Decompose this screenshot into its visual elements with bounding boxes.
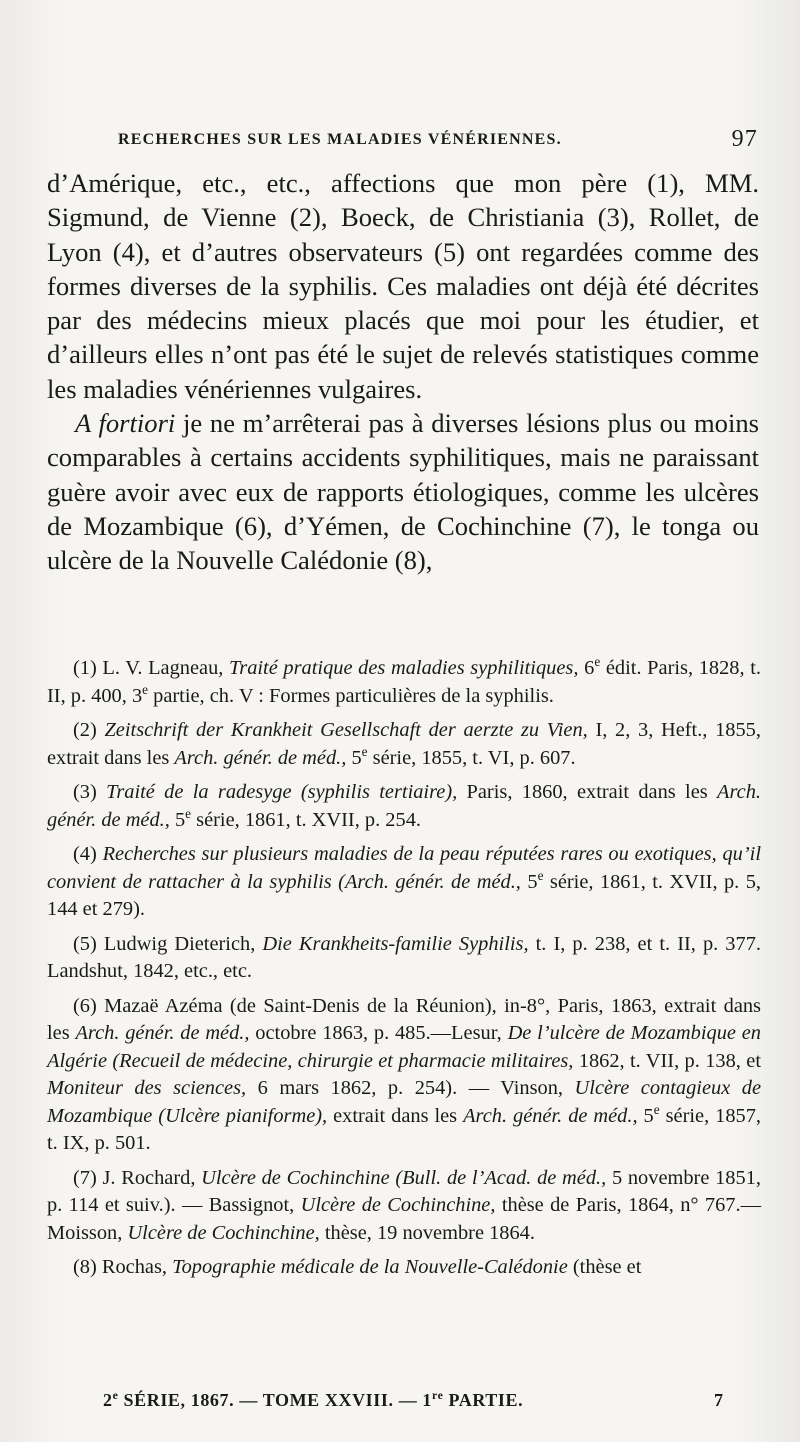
text-run: Paris, 1860, extrait dans les	[457, 781, 718, 803]
text-run: 2	[103, 1390, 113, 1410]
italic-run: Traité de la radesyge (syphilis tertiaire),	[106, 781, 458, 803]
text-run: (5) Ludwig Dieterich,	[73, 932, 263, 955]
text-run: t. I, p. 238, et t. II, p. 377. Landshut, 1842, etc., etc.	[47, 932, 761, 982]
signature-line	[103, 1386, 723, 1414]
superscript: e	[185, 805, 192, 821]
text-run: 6	[578, 657, 595, 679]
paragraph	[47, 406, 759, 577]
footnote-5	[47, 931, 761, 986]
italic-run: Topographie médicale de la Nouvelle-Calédonie	[172, 1256, 568, 1278]
footnote-1	[47, 655, 761, 710]
footnote-2	[47, 717, 761, 772]
text-run: partie, ch. V : Formes particulières de la syphilis.	[148, 684, 554, 707]
text-run: (7) J. Rochard,	[73, 1166, 202, 1189]
italic-run: Ulcère de Cochinchine,	[300, 1194, 496, 1216]
italic-run: Ulcère contagieux de Mozambique (Ulcère pianiforme),	[47, 1077, 761, 1127]
text-run: série, 1855, t. VI, p. 607.	[367, 746, 576, 769]
text-run: d’Amérique, etc., etc., affections que mon père (1), MM. Sigmund, de Vienne (2), Boeck, de Christiania (3), Rollet, de Lyon (4), et d’autres observateurs (5) ont regardées comme des formes diverses de la syphilis. Ces maladies ont déjà été décrites par des médecins mieux placés que moi pour les étudier, et d’ailleurs elles n’ont pas été le sujet de relevés statistiques comme les maladies vénériennes vulgaires.	[47, 168, 759, 404]
text-run: (thèse et	[567, 1256, 642, 1278]
italic-run: Ulcère de Cochinchine,	[127, 1221, 320, 1244]
text-run: octobre 1863, p. 485.—Lesur,	[249, 1022, 508, 1044]
footnote-7	[47, 1165, 761, 1248]
italic-run: Moniteur des sciences,	[47, 1077, 247, 1099]
footnotes	[47, 655, 761, 1289]
italic-run: A fortiori	[75, 408, 176, 439]
text-run: (3)	[73, 781, 107, 803]
text-run: série, 1857, t. IX, p. 501.	[47, 1104, 761, 1154]
paragraph	[47, 166, 759, 406]
text-run: thèse de Paris, 1864, n° 767.— Moisson,	[47, 1194, 761, 1244]
text-run: PARTIE.	[443, 1390, 524, 1410]
text-run: 1862, t. VII, p. 138, et	[573, 1049, 761, 1072]
text-run: (4)	[73, 843, 103, 865]
text-run: (1) L. V. Lagneau,	[73, 657, 230, 679]
footnote-4	[47, 841, 761, 924]
running-header	[118, 126, 758, 156]
text-run: extrait dans les	[327, 1104, 464, 1127]
italic-run: De l’ulcère de Mozambique en Algérie (Recueil de médecine, chirurgie et pharmacie militaires,	[47, 1022, 762, 1072]
text-run: série, 1861, t. XVII, p. 5, 144 et 279).	[47, 870, 762, 920]
superscript: e	[537, 867, 544, 883]
italic-run: Zeitschrift der Krankheit Gesellschaft der aerzte zu Vien,	[104, 719, 588, 741]
superscript: e	[653, 1101, 660, 1117]
footnote-6	[47, 993, 761, 1158]
superscript: e	[361, 743, 368, 759]
superscript: e	[142, 681, 149, 697]
footnote-3	[47, 779, 761, 834]
italic-run: Traité pratique des maladies syphilitiques,	[229, 657, 579, 679]
superscript: re	[432, 1389, 444, 1402]
italic-run: Ulcère de Cochinchine (Bull. de l’Acad. de méd.,	[201, 1166, 607, 1189]
text-run: thèse, 19 novembre 1864.	[319, 1221, 535, 1244]
page-number: 97	[731, 126, 758, 152]
text-run: 5	[637, 1104, 654, 1127]
text-run: (6) Mazaë Azéma (de Saint-Denis de la Réunion), in-8°, Paris, 1863, extrait dans les	[47, 994, 761, 1044]
text-run: I, 2, 3, Heft., 1855, extrait dans les	[47, 719, 761, 769]
running-title: RECHERCHES SUR LES MALADIES VÉNÉRIENNES.	[118, 131, 562, 148]
superscript: e	[594, 654, 601, 670]
text-run: SÉRIE, 1867. — TOME XXVIII. — 1	[118, 1390, 432, 1410]
main-text	[47, 166, 759, 578]
text-run: 5	[169, 808, 186, 831]
footnote-8	[47, 1254, 761, 1282]
text-run: (8) Rochas,	[73, 1256, 173, 1278]
superscript: e	[112, 1389, 119, 1402]
text-run: 5	[346, 746, 362, 769]
signature-mark	[103, 1390, 523, 1411]
sheet-number: 7	[714, 1390, 723, 1410]
text-run: 5	[520, 870, 538, 893]
text-run: (2)	[73, 719, 105, 741]
text-run: série, 1861, t. XVII, p. 254.	[191, 808, 421, 831]
italic-run: Arch. génér. de méd.,	[47, 781, 762, 831]
italic-run: Die Krankheits-familie Syphilis,	[262, 932, 529, 955]
text-run: 6 mars 1862, p. 254). — Vinson,	[246, 1077, 575, 1099]
text-run: 5 novembre 1851, p. 114 et suiv.). — Bassignot,	[47, 1166, 761, 1216]
text-run: édit. Paris, 1828, t. II, p. 400, 3	[47, 657, 761, 707]
text-run: je ne m’arrêterai pas à diverses lésions plus ou moins comparables à certains accidents syphilitiques, mais ne paraissant guère avoir avec eux de rapports étiologiques, comme les ulcères de Mozambique (6), d’Yémen, de Cochinchine (7), le tonga ou ulcère de la Nouvelle Calédonie (8),	[47, 408, 760, 576]
italic-run: Recherches sur plusieurs maladies de la peau réputées rares ou exotiques, qu’il convient de rattacher à la syphilis (Arch. génér. de méd.,	[47, 843, 761, 893]
italic-run: Arch. génér. de méd.,	[174, 746, 347, 769]
italic-run: Arch. génér. de méd.,	[463, 1104, 638, 1127]
italic-run: Arch. génér. de méd.,	[75, 1022, 250, 1044]
